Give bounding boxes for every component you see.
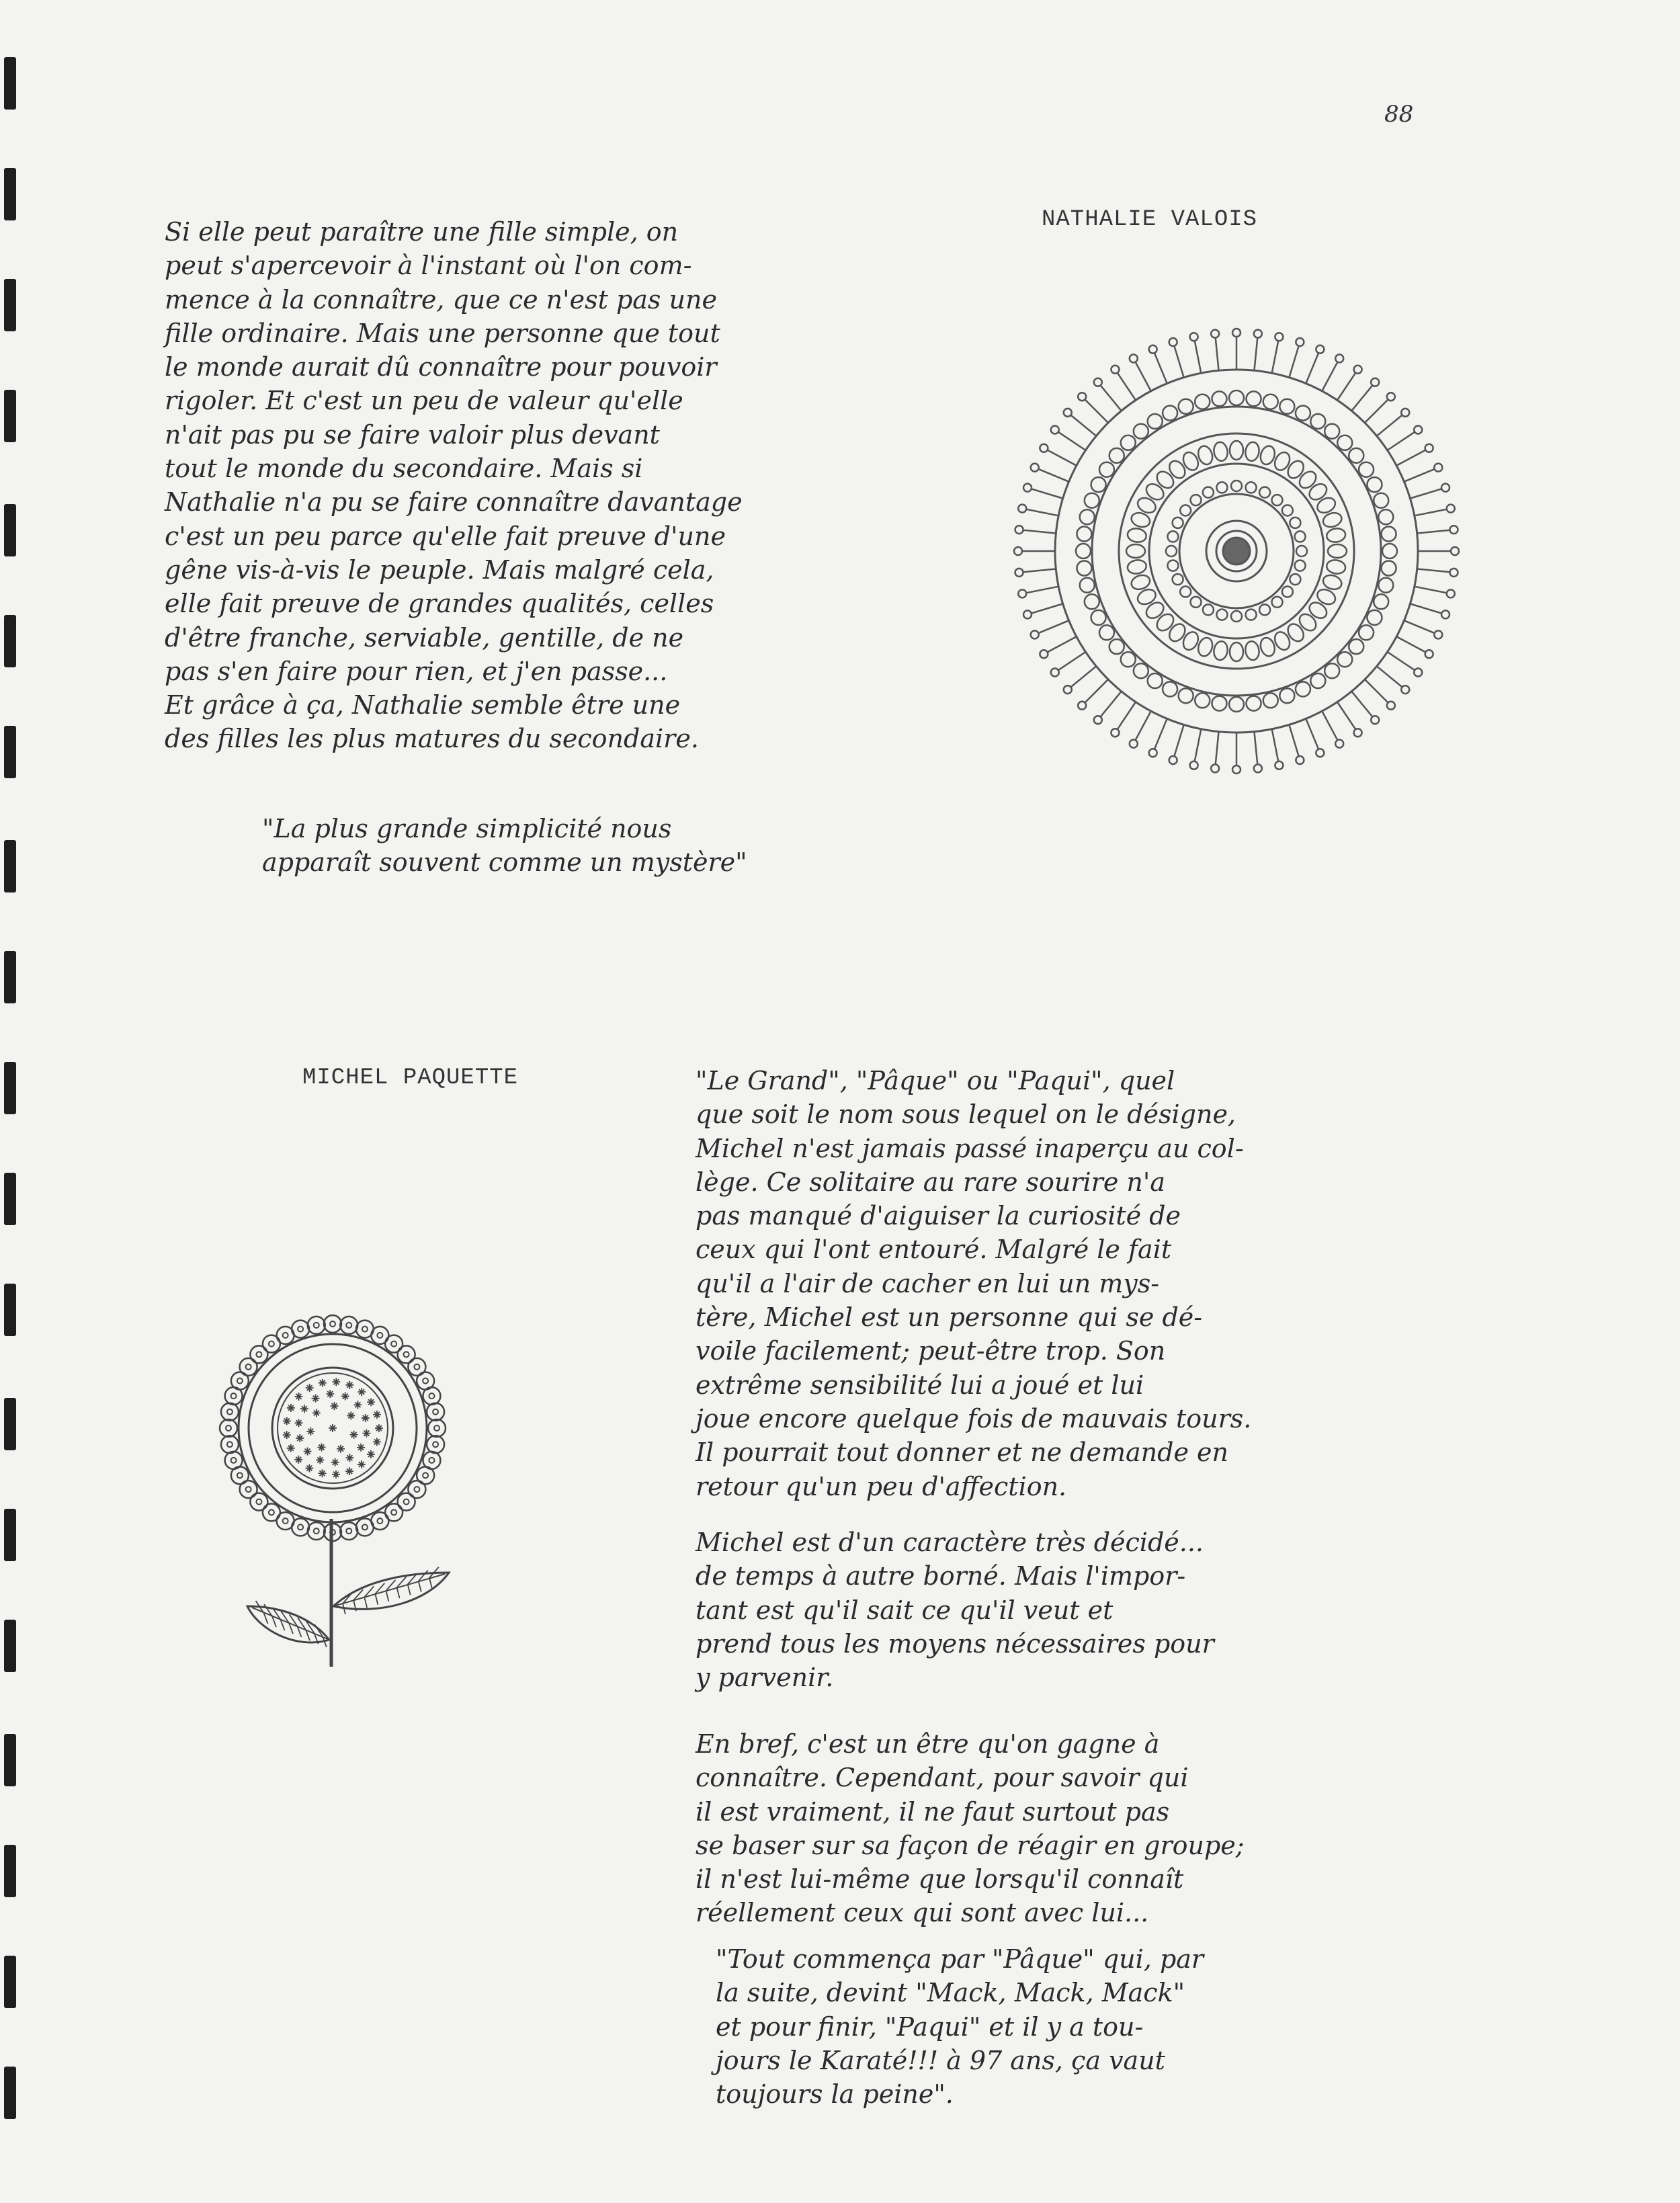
michel-quote: "Tout commença par "Pâque" qui, par la suite, devint "Mack, Mack, Mack" et pour finir, "Paqui" et il y a tou- jours le Karaté!!! à 97 ans, ça vaut toujours la peine". <box>716 1944 1204 2110</box>
michel-paragraph-3: En bref, c'est un être qu'on gagne à connaître. Cependant, pour savoir qui il est vraiment, il ne faut surtout pas se baser sur sa façon de réagir en groupe; il n'est lui-même que lorsqu'il connaît réellement ceux qui sont avec lui... <box>696 1729 1245 1928</box>
spiral-binding <box>0 0 27 2203</box>
nathalie-paragraph: Si elle peut paraître une fille simple, on peut s'apercevoir à l'instant où l'on com- mence à la connaître, que ce n'est pas une fille ordinaire. Mais une personne que tout le monde aurait dû connaître pour pouvoir rigoler. Et c'est un peu de valeur qu'elle n'ait pas pu se faire valoir plus devant tout le monde du secondaire. Mais si Nathalie n'a pu se faire connaître davantage c'est un peu parce qu'elle fait preuve d'une gêne vis-à-vis le peuple. Mais malgré cela, elle fait preuve de grandes qualités, celles d'être franche, serviable, gentille, de ne pas s'en faire pour rien, et j'en passe... Et grâce à ça, Nathalie semble être une des filles les plus matures du secondaire. <box>165 217 743 754</box>
mandala-drawing <box>988 323 1499 806</box>
michel-paragraph-2: Michel est d'un caractère très décidé... de temps à autre borné. Mais l'impor- tant est qu'il sait ce qu'il veut et prend tous les moyens nécessaires pour y parvenir. <box>696 1528 1214 1693</box>
section-name-nathalie: NATHALIE VALOIS <box>1042 207 1258 233</box>
michel-paragraph-1: "Le Grand", "Pâque" ou "Paqui", quel que soit le nom sous lequel on le désigne, Michel n'est jamais passé inaperçu au col- lège. Ce solitaire au rare sourire n'a pas manqué d'aiguiser la curiosité de ceux qui l'ont entouré. Malgré le fait qu'il a l'air de cacher en lui un mys- tère, Michel est un personne qui se dé- voile facilement; peut-être trop. Son extrême sensibilité lui a joué et lui joue encore quelque fois de mauvais tours. Il pourrait tout donner et ne demande en retour qu'un peu d'affection. <box>696 1066 1252 1501</box>
section-name-michel: MICHEL PAQUETTE <box>302 1065 519 1091</box>
nathalie-quote: "La plus grande simplicité nous apparaît souvent comme un mystère" <box>262 814 747 878</box>
flower-drawing <box>195 1290 477 1694</box>
page-number: 88 <box>1384 101 1414 128</box>
